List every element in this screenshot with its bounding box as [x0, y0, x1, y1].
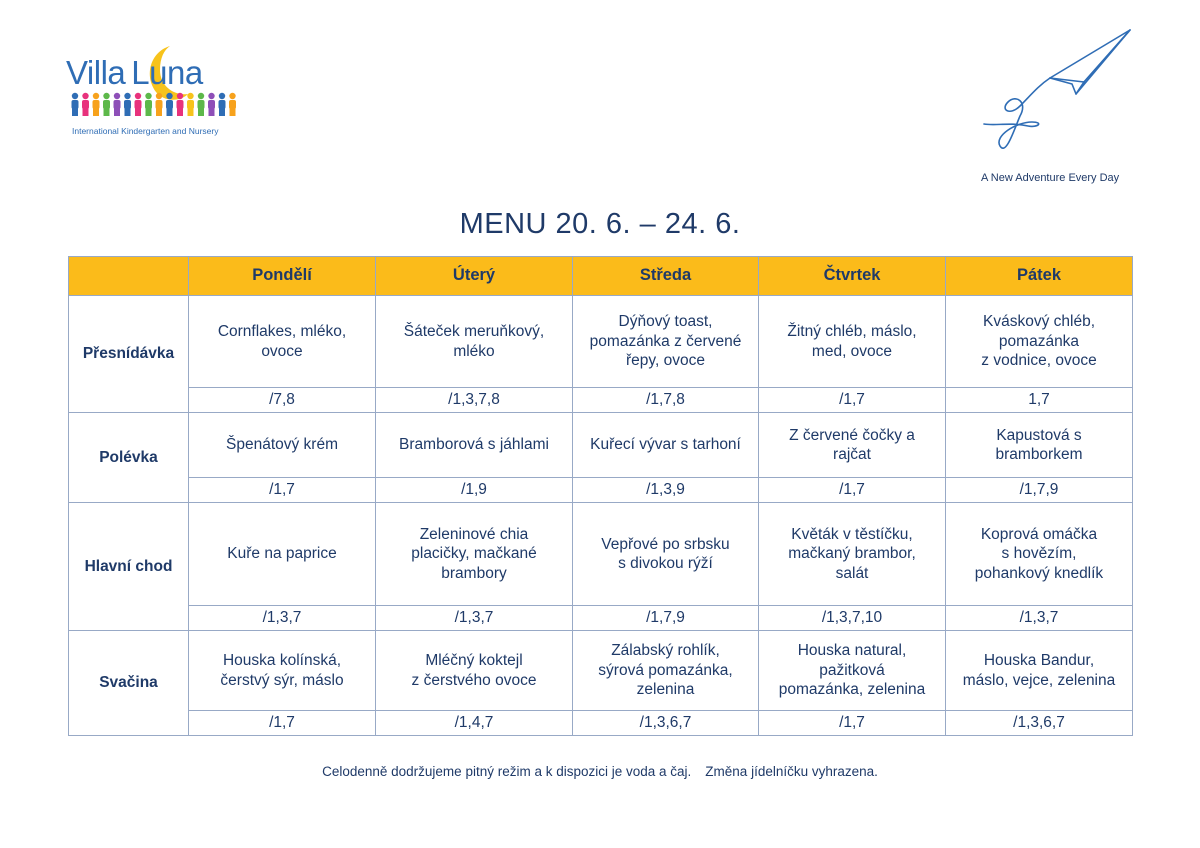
header-corner — [69, 257, 189, 296]
allergen-cell: /1,3,6,7 — [573, 711, 759, 736]
menu-line: s hovězím, — [1001, 545, 1077, 563]
menu-line: mačkaný brambor, — [788, 545, 916, 563]
allergen-cell: /1,3,7 — [189, 606, 376, 631]
menu-line: Vepřové po srbsku — [601, 535, 730, 553]
logo-subtitle: International Kindergarten and Nursery — [72, 126, 219, 136]
menu-line: pohankový knedlík — [974, 564, 1104, 582]
menu-cell — [573, 413, 759, 478]
child-figure-icon — [166, 93, 173, 116]
menu-line: čerstvý sýr, máslo — [220, 671, 344, 689]
menu-cell — [376, 296, 573, 388]
menu-cell — [189, 631, 376, 711]
menu-line: salát — [835, 564, 869, 582]
menu-line: brambory — [441, 564, 507, 582]
child-figure-icon — [124, 93, 131, 116]
menu-line: Květák v těstíčku, — [791, 525, 913, 543]
child-figure-icon — [177, 93, 184, 116]
menu-line: Kapustová s — [996, 426, 1082, 444]
menu-line: Žitný chléb, máslo, — [787, 323, 917, 340]
menu-line: pomazánka — [998, 332, 1080, 350]
menu-line: Kuře na paprice — [227, 545, 337, 563]
menu-line: Mléčný koktejl — [425, 652, 523, 669]
table-row — [69, 413, 1133, 478]
menu-line: máslo, vejce, zelenina — [962, 671, 1116, 689]
menu-cell — [376, 631, 573, 711]
allergen-cell: /1,7,9 — [946, 478, 1133, 503]
menu-line: Dýňový toast, — [618, 313, 713, 331]
menu-line: Zálabský rohlík, — [611, 642, 720, 660]
child-figure-icon — [93, 93, 100, 116]
child-figure-icon — [135, 93, 142, 116]
allergen-cell: /1,4,7 — [376, 711, 573, 736]
menu-line: Zeleninové chia — [419, 525, 529, 543]
child-figure-icon — [145, 93, 152, 116]
slogan: A New Adventure Every Day — [981, 172, 1120, 184]
menu-line: Houska natural, — [797, 642, 907, 660]
child-figure-icon — [72, 93, 79, 116]
allergen-cell: /1,3,7,8 — [376, 388, 573, 413]
child-figure-icon — [114, 93, 121, 116]
child-figure-icon — [208, 93, 215, 116]
menu-line: z vodnice, ovoce — [981, 352, 1097, 370]
allergen-cell: /1,3,7 — [946, 606, 1133, 631]
meal-label: Polévka — [69, 413, 189, 503]
header-day: Úterý — [376, 257, 573, 296]
meal-label: Přesnídávka — [69, 296, 189, 413]
menu-cell — [946, 503, 1133, 606]
allergen-cell: /1,3,7,10 — [759, 606, 946, 631]
table-row — [69, 631, 1133, 711]
menu-cell — [946, 413, 1133, 478]
menu-cell — [573, 631, 759, 711]
menu-line: Šáteček meruňkový, — [403, 323, 545, 340]
menu-cell — [189, 296, 376, 388]
meal-label: Hlavní chod — [69, 503, 189, 631]
menu-line: z čerstvého ovoce — [411, 671, 537, 689]
menu-cell — [376, 413, 573, 478]
allergen-cell: /1,3,6,7 — [946, 711, 1133, 736]
allergen-row — [69, 388, 1133, 413]
table-header-row — [69, 257, 1133, 296]
allergen-cell: /1,7,9 — [573, 606, 759, 631]
menu-line: Cornflakes, mléko, — [217, 323, 347, 340]
menu-line: Houska kolínská, — [222, 652, 342, 669]
menu-line: pažitková — [819, 661, 885, 679]
allergen-cell: /1,3,9 — [573, 478, 759, 503]
menu-cell — [759, 296, 946, 388]
footer-note-drinks: Celodenně dodržujeme pitný režim a k dispozici je voda a čaj. — [322, 764, 692, 779]
menu-cell — [573, 503, 759, 606]
menu-line: s divokou rýží — [618, 555, 713, 572]
menu-line: bramborkem — [995, 446, 1083, 463]
menu-line: placičky, mačkané — [411, 545, 537, 563]
menu-cell — [573, 296, 759, 388]
villa-luna-logo — [66, 44, 246, 140]
menu-line: rajčat — [833, 446, 871, 463]
allergen-cell: 1,7 — [946, 388, 1133, 413]
children-figures-icon — [70, 92, 242, 118]
menu-cell — [946, 296, 1133, 388]
header-day: Pondělí — [189, 257, 376, 296]
menu-line: Kuřecí vývar s tarhoní — [590, 436, 741, 454]
menu-cell — [759, 503, 946, 606]
allergen-cell: /1,7,8 — [573, 388, 759, 413]
child-figure-icon — [187, 93, 194, 116]
menu-line: ovoce — [261, 342, 303, 360]
allergen-cell: /1,7 — [759, 478, 946, 503]
child-figure-icon — [82, 93, 89, 116]
allergen-cell: /1,7 — [189, 711, 376, 736]
weekly-menu-table — [68, 256, 1133, 736]
allergen-cell: /1,9 — [376, 478, 573, 503]
allergen-cell: /7,8 — [189, 388, 376, 413]
child-figure-icon — [198, 93, 205, 116]
header-day: Pátek — [946, 257, 1133, 296]
child-figure-icon — [103, 93, 110, 116]
menu-cell — [946, 631, 1133, 711]
menu-line: med, ovoce — [811, 342, 893, 360]
menu-line: pomazánka z červené — [589, 332, 742, 350]
logo-name-luna: Luna — [131, 54, 203, 91]
allergen-cell: /1,7 — [189, 478, 376, 503]
meal-label: Svačina — [69, 631, 189, 736]
child-figure-icon — [156, 93, 163, 116]
logo-name — [66, 54, 203, 92]
logo-name-villa: Villa — [66, 54, 126, 91]
menu-line: pomazánka, zelenina — [778, 681, 926, 699]
menu-line: mléko — [453, 342, 495, 360]
allergen-cell: /1,7 — [759, 711, 946, 736]
allergen-row — [69, 711, 1133, 736]
allergen-row — [69, 606, 1133, 631]
allergen-cell: /1,3,7 — [376, 606, 573, 631]
allergen-row — [69, 478, 1133, 503]
footer-note-changes: Změna jídelníčku vyhrazena. — [705, 764, 878, 779]
menu-line: Houska Bandur, — [983, 652, 1095, 669]
menu-cell — [189, 503, 376, 606]
header-day: Středa — [573, 257, 759, 296]
menu-line: Bramborová s jáhlami — [399, 436, 549, 454]
allergen-cell: /1,7 — [759, 388, 946, 413]
menu-line: zelenina — [636, 681, 695, 699]
menu-cell — [759, 413, 946, 478]
footer-note — [0, 764, 1200, 779]
menu-line: Špenátový krém — [226, 436, 338, 454]
child-figure-icon — [219, 93, 226, 116]
menu-line: řepy, ovoce — [626, 352, 705, 370]
child-figure-icon — [229, 93, 236, 116]
header-day: Čtvrtek — [759, 257, 946, 296]
menu-cell — [189, 413, 376, 478]
table-row — [69, 296, 1133, 388]
menu-line: Koprová omáčka — [980, 525, 1098, 543]
menu-cell — [376, 503, 573, 606]
menu-line: sýrová pomazánka, — [598, 661, 733, 679]
table-row — [69, 503, 1133, 606]
paper-plane-icon — [980, 26, 1140, 162]
menu-line: Kváskový chléb, — [983, 313, 1095, 331]
page-title: MENU 20. 6. – 24. 6. — [459, 208, 741, 240]
menu-line: Z červené čočky a — [789, 426, 915, 444]
menu-cell — [759, 631, 946, 711]
